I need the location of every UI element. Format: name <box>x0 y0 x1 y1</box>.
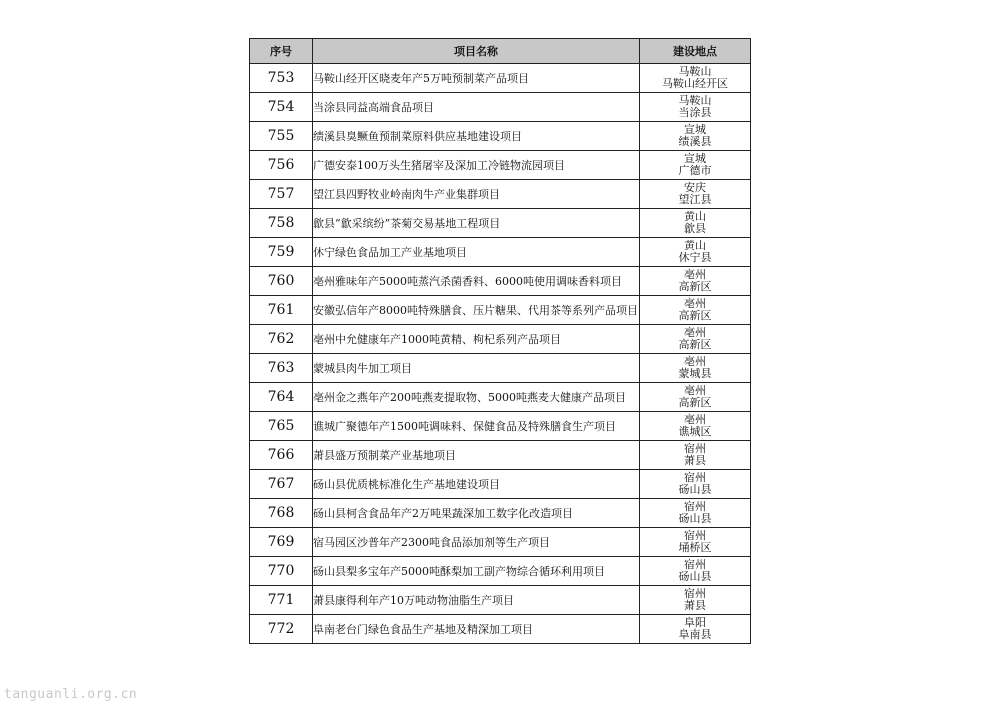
row-project-name: 歙县“歙采缤纷”茶菊交易基地工程项目 <box>313 209 640 238</box>
row-location <box>640 64 751 93</box>
row-district: 绩溪县 <box>678 135 712 148</box>
watermark-text: tanguanli.org.cn <box>4 687 138 702</box>
row-seq: 772 <box>250 615 313 644</box>
table-row <box>250 296 751 325</box>
table-row <box>250 499 751 528</box>
row-project-name: 亳州金之燕年产200吨燕麦提取物、5000吨燕麦大健康产品项目 <box>313 383 640 412</box>
row-location <box>640 528 751 557</box>
row-project-name: 萧县盛万预制菜产业基地项目 <box>313 441 640 470</box>
table-row <box>250 151 751 180</box>
table-body <box>250 64 751 644</box>
table-row <box>250 528 751 557</box>
row-city: 亳州 <box>684 355 706 368</box>
row-city: 安庆 <box>684 181 706 194</box>
row-seq: 764 <box>250 383 313 412</box>
row-seq: 757 <box>250 180 313 209</box>
row-project-name: 休宁绿色食品加工产业基地项目 <box>313 238 640 267</box>
row-seq: 768 <box>250 499 313 528</box>
row-district: 当涂县 <box>678 106 712 119</box>
row-city: 亳州 <box>684 413 706 426</box>
row-city: 宿州 <box>684 500 706 513</box>
row-city: 阜阳 <box>684 616 706 629</box>
row-seq: 769 <box>250 528 313 557</box>
table-row <box>250 354 751 383</box>
row-seq: 754 <box>250 93 313 122</box>
row-seq: 767 <box>250 470 313 499</box>
row-location <box>640 93 751 122</box>
row-district: 蒙城县 <box>678 367 712 380</box>
table-row <box>250 383 751 412</box>
header-seq: 序号 <box>250 39 313 64</box>
row-district: 萧县 <box>684 454 706 467</box>
row-district: 砀山县 <box>678 512 712 525</box>
row-city: 马鞍山 <box>678 65 712 78</box>
row-district: 休宁县 <box>678 251 712 264</box>
row-project-name: 安徽弘信年产8000吨特殊膳食、压片糖果、代用茶等系列产品项目 <box>313 296 640 325</box>
row-location <box>640 209 751 238</box>
row-location <box>640 441 751 470</box>
row-location <box>640 499 751 528</box>
row-seq: 762 <box>250 325 313 354</box>
table-row <box>250 238 751 267</box>
table-row <box>250 64 751 93</box>
project-table <box>249 38 751 644</box>
row-city: 宿州 <box>684 587 706 600</box>
row-project-name: 绩溪县臭鳜鱼预制菜原料供应基地建设项目 <box>313 122 640 151</box>
row-project-name: 宿马园区沙普年产2300吨食品添加剂等生产项目 <box>313 528 640 557</box>
row-project-name: 萧县康得利年产10万吨动物油脂生产项目 <box>313 586 640 615</box>
row-district: 马鞍山经开区 <box>662 77 728 90</box>
table-row <box>250 441 751 470</box>
row-location <box>640 151 751 180</box>
row-seq: 759 <box>250 238 313 267</box>
row-project-name: 谯城广聚德年产1500吨调味料、保健食品及特殊膳食生产项目 <box>313 412 640 441</box>
row-project-name: 当涂县同益高端食品项目 <box>313 93 640 122</box>
table-row <box>250 122 751 151</box>
row-location <box>640 180 751 209</box>
row-city: 黄山 <box>684 210 706 223</box>
row-seq: 766 <box>250 441 313 470</box>
row-city: 宣城 <box>684 123 706 136</box>
row-location <box>640 238 751 267</box>
table-row <box>250 93 751 122</box>
row-city: 亳州 <box>684 297 706 310</box>
row-project-name: 广德安泰100万头生猪屠宰及深加工冷链物流园项目 <box>313 151 640 180</box>
row-seq: 755 <box>250 122 313 151</box>
row-location <box>640 470 751 499</box>
table-row <box>250 557 751 586</box>
row-location <box>640 296 751 325</box>
row-seq: 758 <box>250 209 313 238</box>
table-row <box>250 267 751 296</box>
row-location <box>640 383 751 412</box>
table-row <box>250 412 751 441</box>
table-row <box>250 615 751 644</box>
row-project-name: 亳州中允健康年产1000吨黄精、枸杞系列产品项目 <box>313 325 640 354</box>
row-seq: 760 <box>250 267 313 296</box>
row-district: 高新区 <box>678 396 712 409</box>
row-project-name: 蒙城县肉牛加工项目 <box>313 354 640 383</box>
row-city: 亳州 <box>684 326 706 339</box>
row-district: 谯城区 <box>678 425 712 438</box>
row-district: 高新区 <box>678 280 712 293</box>
row-project-name: 阜南老台门绿色食品生产基地及精深加工项目 <box>313 615 640 644</box>
row-project-name: 望江县四野牧业岭南肉牛产业集群项目 <box>313 180 640 209</box>
row-seq: 771 <box>250 586 313 615</box>
row-city: 宿州 <box>684 442 706 455</box>
row-location <box>640 267 751 296</box>
row-project-name: 砀山县优质桃标准化生产基地建设项目 <box>313 470 640 499</box>
row-location <box>640 122 751 151</box>
row-location <box>640 354 751 383</box>
table-header-row <box>250 39 751 64</box>
row-district: 埇桥区 <box>678 541 712 554</box>
row-seq: 770 <box>250 557 313 586</box>
row-location <box>640 586 751 615</box>
row-district: 望江县 <box>678 193 712 206</box>
table-row <box>250 586 751 615</box>
row-seq: 765 <box>250 412 313 441</box>
row-city: 宿州 <box>684 529 706 542</box>
row-seq: 753 <box>250 64 313 93</box>
table-row <box>250 209 751 238</box>
row-city: 宿州 <box>684 558 706 571</box>
row-district: 高新区 <box>678 338 712 351</box>
row-city: 黄山 <box>684 239 706 252</box>
row-district: 高新区 <box>678 309 712 322</box>
row-district: 砀山县 <box>678 483 712 496</box>
row-district: 广德市 <box>678 164 712 177</box>
row-city: 亳州 <box>684 384 706 397</box>
row-city: 马鞍山 <box>678 94 712 107</box>
row-district: 阜南县 <box>678 628 712 641</box>
row-city: 宣城 <box>684 152 706 165</box>
row-project-name: 砀山县梨多宝年产5000吨酥梨加工副产物综合循环利用项目 <box>313 557 640 586</box>
header-project-name: 项目名称 <box>313 39 640 64</box>
row-location <box>640 557 751 586</box>
row-city: 宿州 <box>684 471 706 484</box>
table-row <box>250 470 751 499</box>
row-project-name: 马鞍山经开区晓麦年产5万吨预制菜产品项目 <box>313 64 640 93</box>
row-location <box>640 615 751 644</box>
table-row <box>250 325 751 354</box>
header-location: 建设地点 <box>640 39 751 64</box>
row-district: 砀山县 <box>678 570 712 583</box>
row-location <box>640 412 751 441</box>
row-district: 歙县 <box>684 222 706 235</box>
row-seq: 761 <box>250 296 313 325</box>
row-seq: 763 <box>250 354 313 383</box>
row-project-name: 亳州雅味年产5000吨蒸汽杀菌香料、6000吨使用调味香料项目 <box>313 267 640 296</box>
row-location <box>640 325 751 354</box>
row-district: 萧县 <box>684 599 706 612</box>
row-city: 亳州 <box>684 268 706 281</box>
row-project-name: 砀山县柯含食品年产2万吨果蔬深加工数字化改造项目 <box>313 499 640 528</box>
row-seq: 756 <box>250 151 313 180</box>
table-row <box>250 180 751 209</box>
